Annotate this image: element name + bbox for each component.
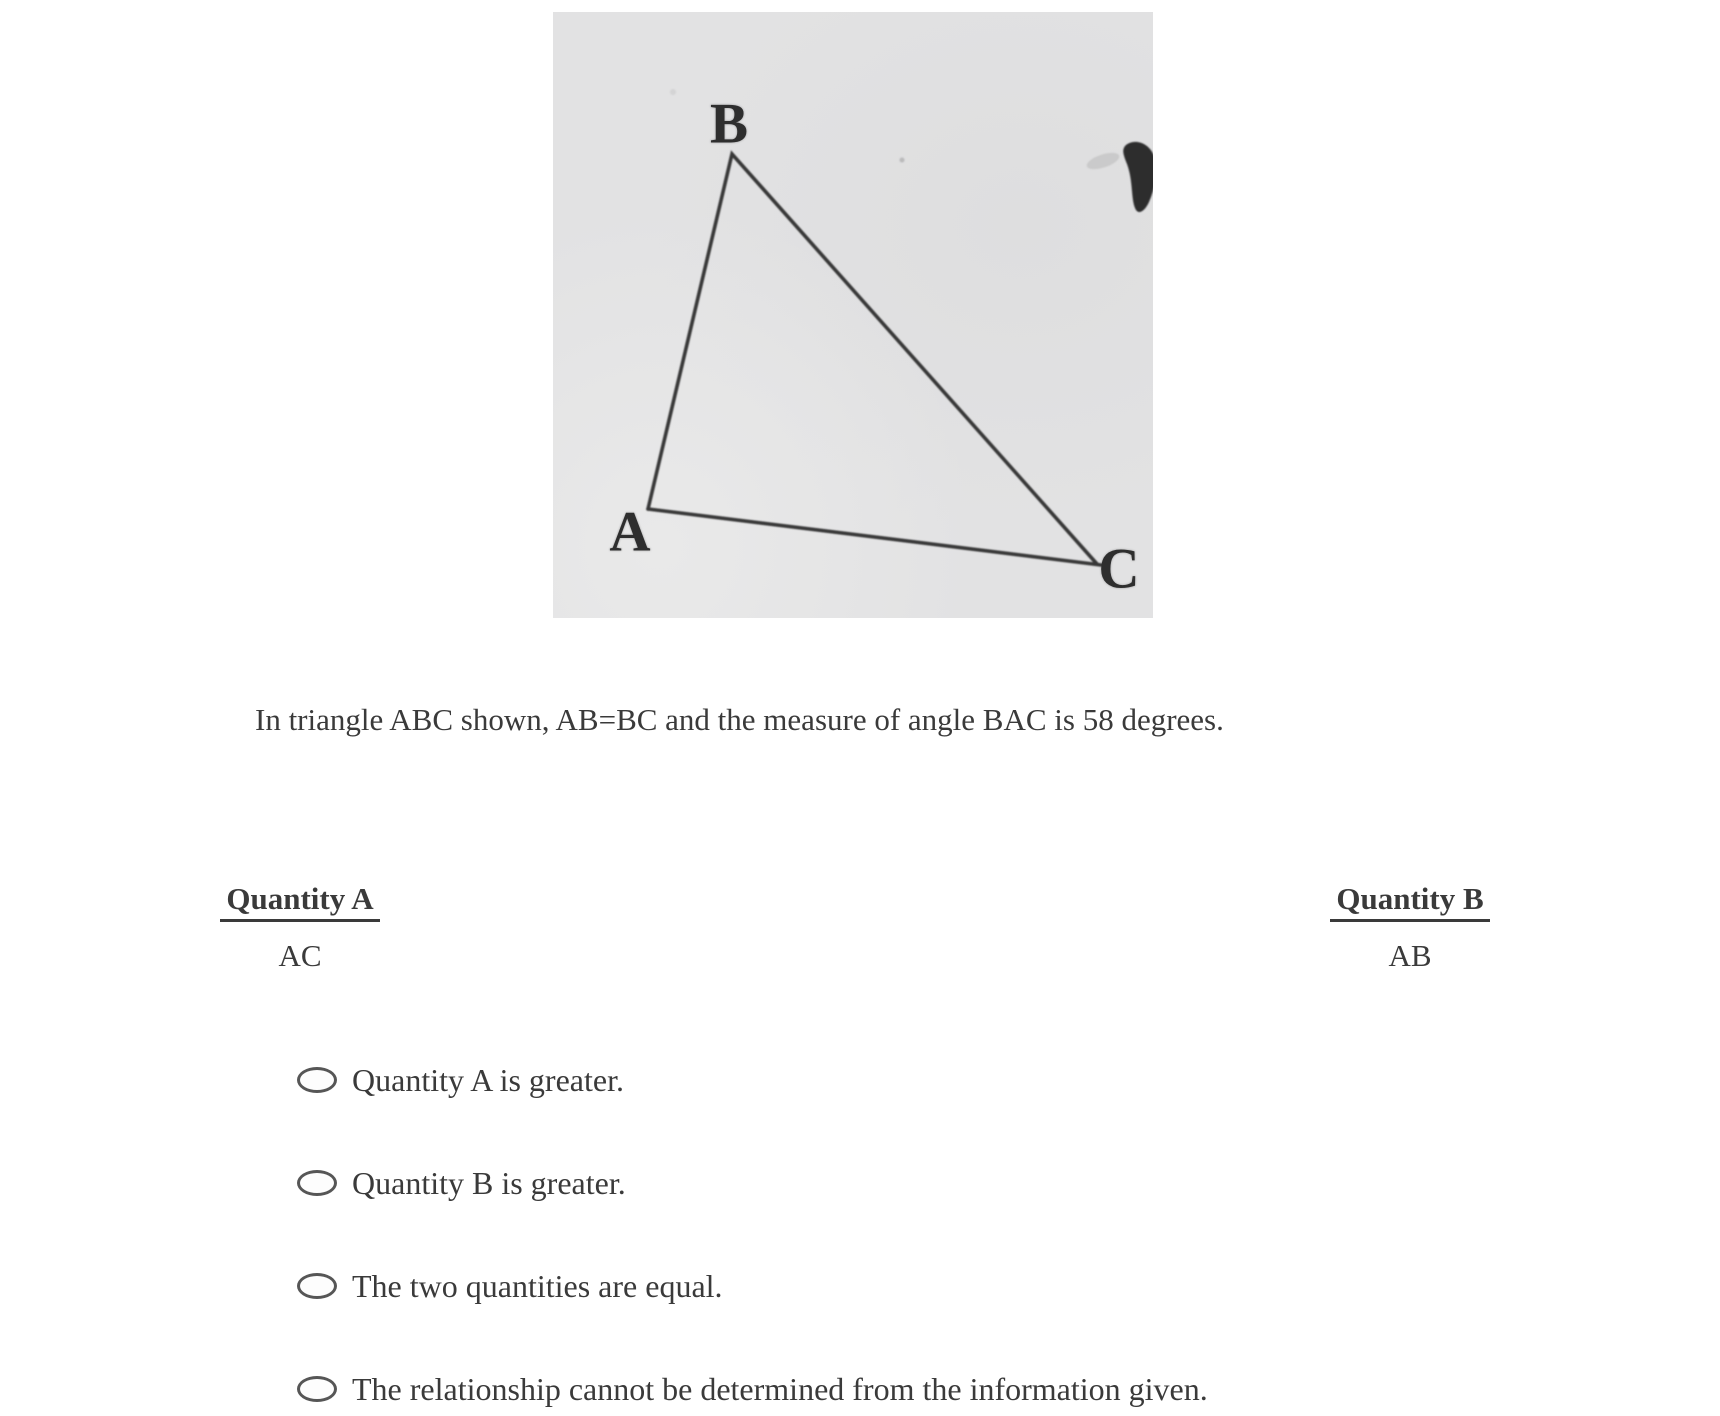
option-label: Quantity B is greater. xyxy=(352,1164,626,1201)
answer-option-quantity-a[interactable] xyxy=(297,1055,624,1105)
quantity-b-value: AB xyxy=(1388,938,1432,973)
option-label: The relationship cannot be determined from the information given. xyxy=(352,1370,1208,1407)
vertex-label-a: A xyxy=(609,500,651,564)
triangle-edges xyxy=(648,154,1101,565)
question-text: In triangle ABC shown, AB=BC and the measure of angle BAC is 58 degrees. xyxy=(255,702,1224,737)
quantity-b-column xyxy=(1310,881,1510,974)
option-label: The two quantities are equal. xyxy=(352,1267,723,1304)
answer-option-equal[interactable] xyxy=(297,1261,723,1311)
quantity-a-header: Quantity A xyxy=(220,881,379,922)
vertex-label-b: B xyxy=(709,92,749,156)
quantity-a-value: AC xyxy=(278,938,322,973)
answer-option-quantity-b[interactable] xyxy=(297,1158,626,1208)
radio-button[interactable] xyxy=(297,1067,337,1093)
quantity-b-header: Quantity B xyxy=(1330,881,1489,922)
option-label: Quantity A is greater. xyxy=(352,1061,624,1098)
radio-button[interactable] xyxy=(297,1376,337,1402)
answer-option-cannot-determine[interactable] xyxy=(297,1364,1208,1414)
radio-button[interactable] xyxy=(297,1170,337,1196)
vertex-label-c: C xyxy=(1098,537,1140,601)
triangle-figure-photo xyxy=(553,12,1153,618)
quantity-a-column xyxy=(200,881,400,974)
radio-button[interactable] xyxy=(297,1273,337,1299)
